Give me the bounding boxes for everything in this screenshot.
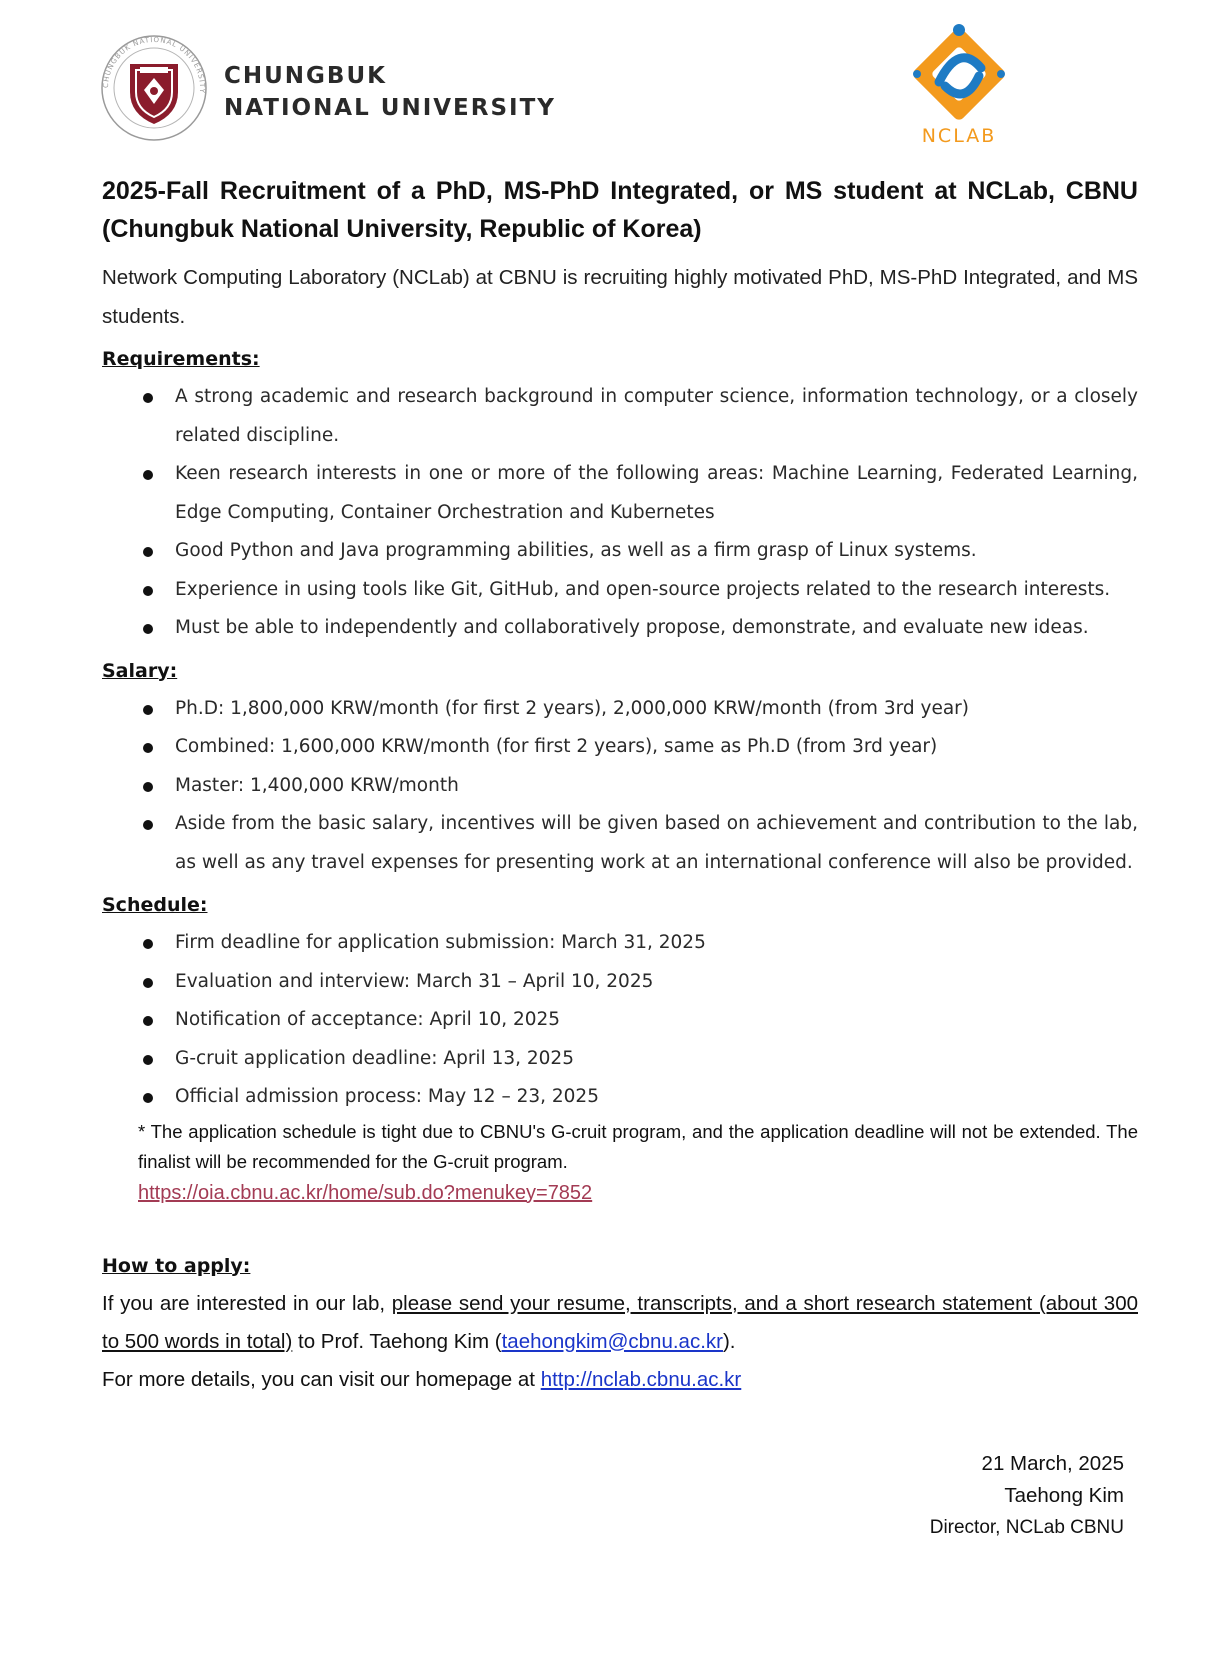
list-item: Notification of acceptance: April 10, 2025 — [102, 1001, 1138, 1040]
list-item: Official admission process: May 12 – 23, 2025 — [102, 1078, 1138, 1117]
nclab-logo-icon — [895, 22, 1023, 154]
apply-instructions: If you are interested in our lab, please send your resume, transcripts, and a short research statement (about 300 to 500 words in total) to Prof. Taehong Kim (taehongkim@cbnu.ac.kr). — [102, 1291, 1138, 1353]
bullet-icon — [143, 1055, 153, 1065]
list-item: Good Python and Java programming abilities, as well as a firm grasp of Linux systems. — [102, 532, 1138, 571]
list-item: Combined: 1,600,000 KRW/month (for first 2 years), same as Ph.D (from 3rd year) — [102, 728, 1138, 767]
list-item: Aside from the basic salary, incentives will be given based on achievement and contribution to the lab, as well as any travel expenses for presenting work at an international conference will also be provided. — [102, 805, 1138, 882]
bullet-icon — [143, 782, 153, 792]
bullet-icon — [143, 547, 153, 557]
university-name — [224, 60, 556, 124]
bullet-icon — [143, 586, 153, 596]
bullet-icon — [143, 978, 153, 988]
bullet-icon — [143, 820, 153, 830]
list-item: Ph.D: 1,800,000 KRW/month (for first 2 years), 2,000,000 KRW/month (from 3rd year) — [102, 690, 1138, 729]
list-item: Evaluation and interview: March 31 – April 10, 2025 — [102, 963, 1138, 1002]
bullet-icon — [143, 705, 153, 715]
list-item: A strong academic and research background in computer science, information technology, or a closely related discipline. — [102, 378, 1138, 455]
seal-ring-text: CHUNGBUK NATIONAL UNIVERSITY — [101, 35, 207, 94]
list-item: Master: 1,400,000 KRW/month — [102, 767, 1138, 806]
apply-requirements-underlined: please send your resume, transcripts, and a short research statement (about 300 to 500 words in total) — [102, 1291, 1138, 1353]
schedule-note: * The application schedule is tight due to CBNU's G-cruit program, and the application deadline will not be extended. The finalist will be recommended for the G-cruit program. — [138, 1120, 1138, 1172]
how-to-apply-heading: How to apply: — [102, 1254, 251, 1277]
requirements-heading: Requirements: — [102, 348, 260, 370]
salary-heading: Salary: — [102, 659, 178, 682]
homepage-link[interactable]: http://nclab.cbnu.ac.kr — [540, 1367, 742, 1391]
signature-block — [930, 1448, 1124, 1544]
list-item: Keen research interests in one or more of the following areas: Machine Learning, Federated Learning, Edge Computing, Container Orchestration and Kubernetes — [102, 455, 1138, 532]
list-item: Must be able to independently and collaboratively propose, demonstrate, and evaluate new ideas. — [102, 609, 1138, 648]
signature-date: 21 March, 2025 — [981, 1452, 1124, 1475]
schedule-list — [102, 924, 1138, 1117]
bullet-icon — [143, 393, 153, 403]
bullet-icon — [143, 1016, 153, 1026]
university-name-line2: NATIONAL UNIVERSITY — [224, 95, 556, 121]
signature-name: Taehong Kim — [1004, 1484, 1124, 1507]
bullet-icon — [143, 470, 153, 480]
schedule-heading: Schedule: — [102, 894, 208, 916]
intro-paragraph: Network Computing Laboratory (NCLab) at CBNU is recruiting highly motivated PhD, MS-PhD Integrated, and MS students. — [102, 266, 1138, 328]
list-item: Experience in using tools like Git, GitHub, and open-source projects related to the research interests. — [102, 571, 1138, 610]
page-title: 2025-Fall Recruitment of a PhD, MS-PhD Integrated, or MS student at NCLab, CBNU (Chungbuk National University, Republic of Korea) — [102, 177, 1138, 243]
gcruit-program-link[interactable]: https://oia.cbnu.ac.kr/home/sub.do?menukey=7852 — [138, 1181, 593, 1204]
bullet-icon — [143, 939, 153, 949]
email-link[interactable]: taehongkim@cbnu.ac.kr — [501, 1329, 723, 1353]
bullet-icon — [143, 1093, 153, 1103]
bullet-icon — [143, 624, 153, 634]
nclab-logo-text: NCLAB — [921, 125, 997, 147]
main-content — [102, 172, 1138, 1399]
requirements-list — [102, 378, 1138, 648]
salary-list — [102, 690, 1138, 883]
letterhead — [100, 34, 1150, 154]
homepage-line: For more details, you can visit our homepage at http://nclab.cbnu.ac.kr — [102, 1367, 742, 1391]
signature-role: Director, NCLab CBNU — [929, 1517, 1124, 1538]
list-item: G-cruit application deadline: April 13, 2025 — [102, 1040, 1138, 1079]
university-seal-icon — [100, 34, 208, 142]
university-name-line1: CHUNGBUK — [224, 63, 387, 89]
list-item: Firm deadline for application submission: March 31, 2025 — [102, 924, 1138, 963]
bullet-icon — [143, 743, 153, 753]
